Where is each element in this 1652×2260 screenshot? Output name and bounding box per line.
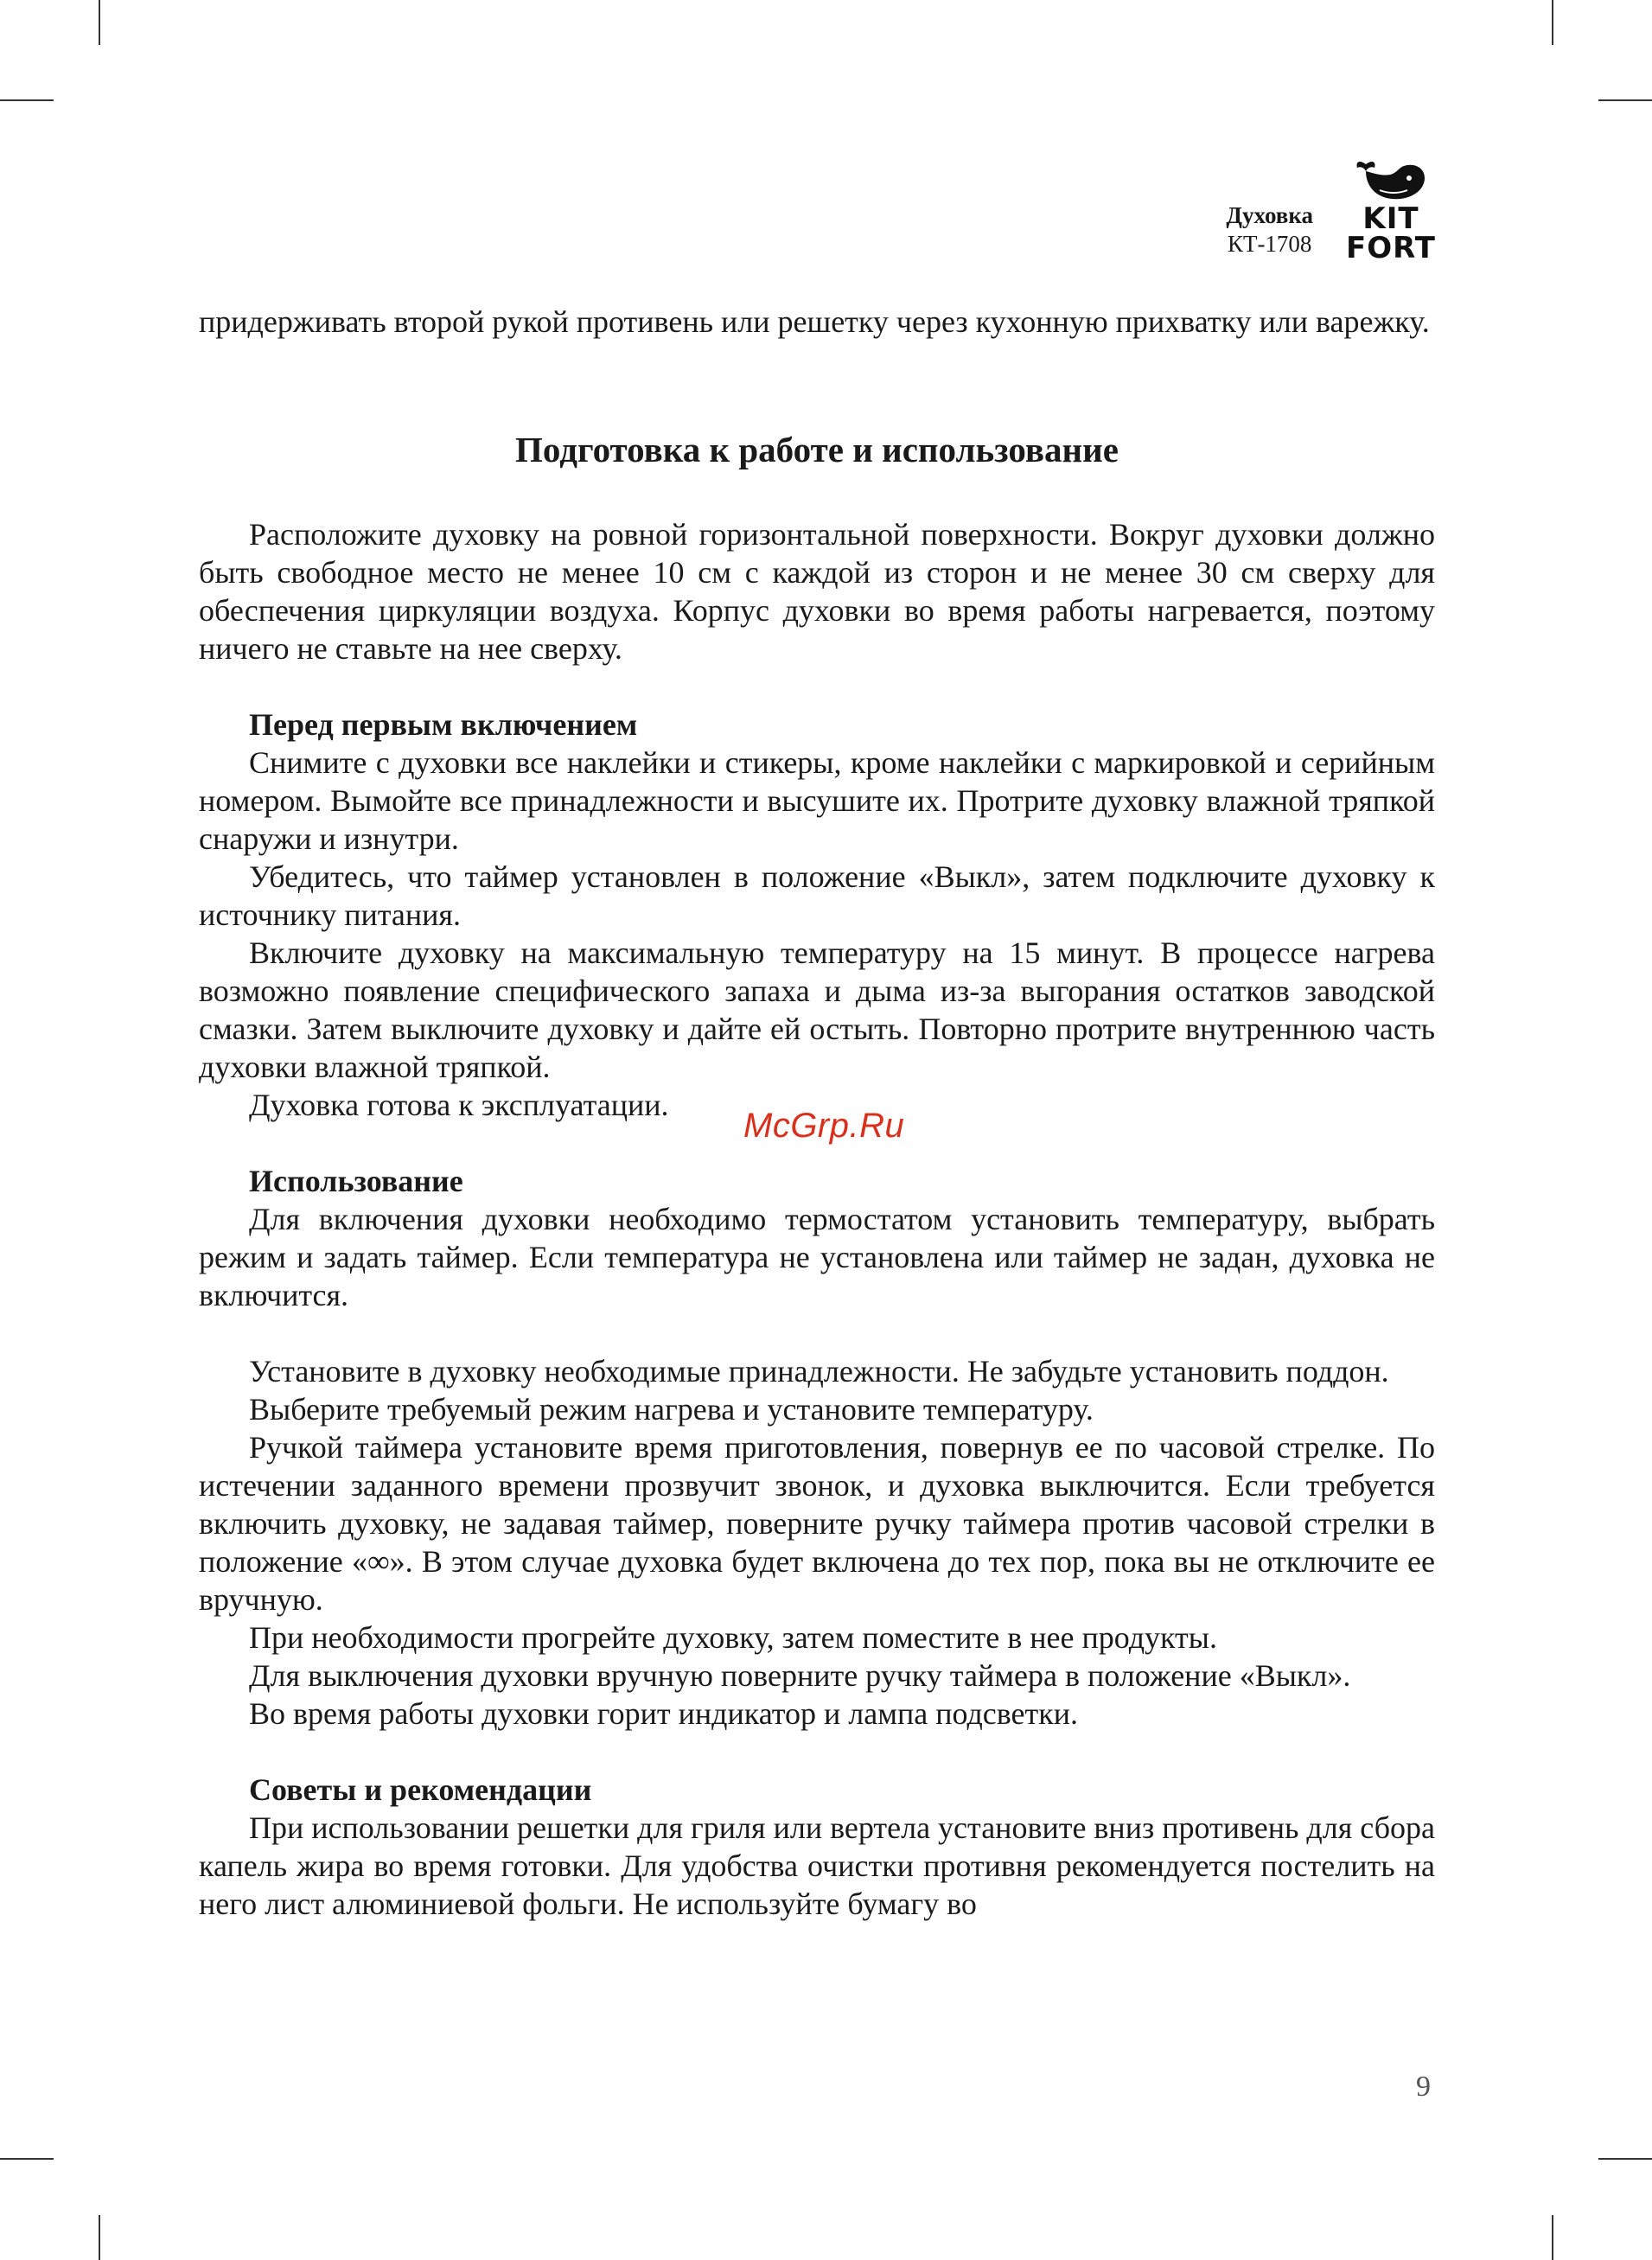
- crop-mark: [0, 2158, 54, 2160]
- section-title: Подготовка к работе и использование: [515, 430, 1119, 469]
- watermark: McGrp.Ru: [743, 1107, 905, 1145]
- crop-mark: [99, 0, 100, 45]
- page-number: 9: [1416, 2071, 1431, 2103]
- placement-paragraph: Расположите духовку на ровной горизонтальной поверхности. Вокруг духовки должно быть свободное место не менее 10 см с каждой из сторон и не менее 30 см сверху для обеспечения циркуляции воздуха. Корпус духовки во время работы нагревается, поэтому ничего не ставьте на нее сверху.: [199, 517, 1435, 666]
- paragraph: Духовка готова к эксплуатации.: [249, 1088, 669, 1122]
- header-title: Духовка: [1226, 202, 1313, 229]
- paragraph: При использовании решетки для гриля или вертела установите вниз противень для сбора капель жира во время готовки. Для удобства очистки противня рекомендуется постелить на него лист алюминиевой фольги. Не используйте бумагу во: [199, 1810, 1435, 1921]
- subheading-before-first-use: Перед первым включением: [249, 707, 638, 742]
- whale-icon: [1354, 156, 1428, 204]
- paragraph: Для выключения духовки вручную поверните ручку таймера в положение «Выкл».: [249, 1658, 1351, 1693]
- crop-mark: [1598, 99, 1652, 101]
- crop-mark: [1598, 2158, 1652, 2160]
- paragraph: Убедитесь, что таймер установлен в положение «Выкл», затем подключите духовку к источнику питания.: [199, 859, 1435, 932]
- paragraph-spacer: [199, 1314, 1435, 1352]
- subheading-usage: Использование: [249, 1164, 463, 1198]
- paragraph: Ручкой таймера установите время приготовления, повернув ее по часовой стрелке. По истечении заданного времени прозвучит звонок, и духовка выключится. Если требуется включить духовку, не задавая таймер, поверните ручку таймера против часовой стрелки в положение «∞». В этом случае духовка будет включена до тех пор, пока вы не отключите ее вручную.: [199, 1430, 1435, 1617]
- logo-word-bottom: FORT: [1346, 231, 1436, 265]
- paragraph: Выберите требуемый режим нагрева и установите температуру.: [249, 1392, 1094, 1427]
- page-header: [1226, 156, 1434, 263]
- paragraph: Установите в духовку необходимые принадлежности. Не забудьте установить поддон.: [249, 1354, 1389, 1389]
- header-model: КТ-1708: [1227, 230, 1312, 257]
- paragraph: Включите духовку на максимальную температуру на 15 минут. В процессе нагрева возможно появление специфического запаха и дыма из-за выгорания остатков заводской смазки. Затем выключите духовку и дайте ей остыть. Повторно протрите внутреннюю часть духовки влажной тряпкой.: [199, 935, 1435, 1084]
- paragraph: Во время работы духовки горит индикатор и лампа подсветки.: [249, 1696, 1079, 1731]
- intro-paragraph: придерживать второй рукой противень или решетку через кухонную прихватку или варежку.: [199, 304, 1430, 339]
- paragraph: Снимите с духовки все наклейки и стикеры, кроме наклейки с маркировкой и серийным номером. Вымойте все принадлежности и высушите их. Протрите духовку влажной тряпкой снаружи и изнутри.: [199, 745, 1435, 856]
- crop-mark: [99, 2215, 100, 2260]
- crop-mark: [0, 99, 54, 101]
- paragraph: При необходимости прогрейте духовку, затем поместите в нее продукты.: [249, 1620, 1217, 1655]
- kitfort-logo: [1348, 156, 1434, 263]
- logo-word-top: KIT: [1362, 201, 1419, 236]
- subheading-tips: Советы и рекомендации: [249, 1772, 592, 1807]
- paragraph: Для включения духовки необходимо термостатом установить температуру, выбрать режим и задать таймер. Если температура не установлена или таймер не задан, духовка не включится.: [199, 1202, 1435, 1312]
- crop-mark: [1552, 2215, 1553, 2260]
- header-text: [1226, 201, 1313, 263]
- crop-mark: [1552, 0, 1553, 45]
